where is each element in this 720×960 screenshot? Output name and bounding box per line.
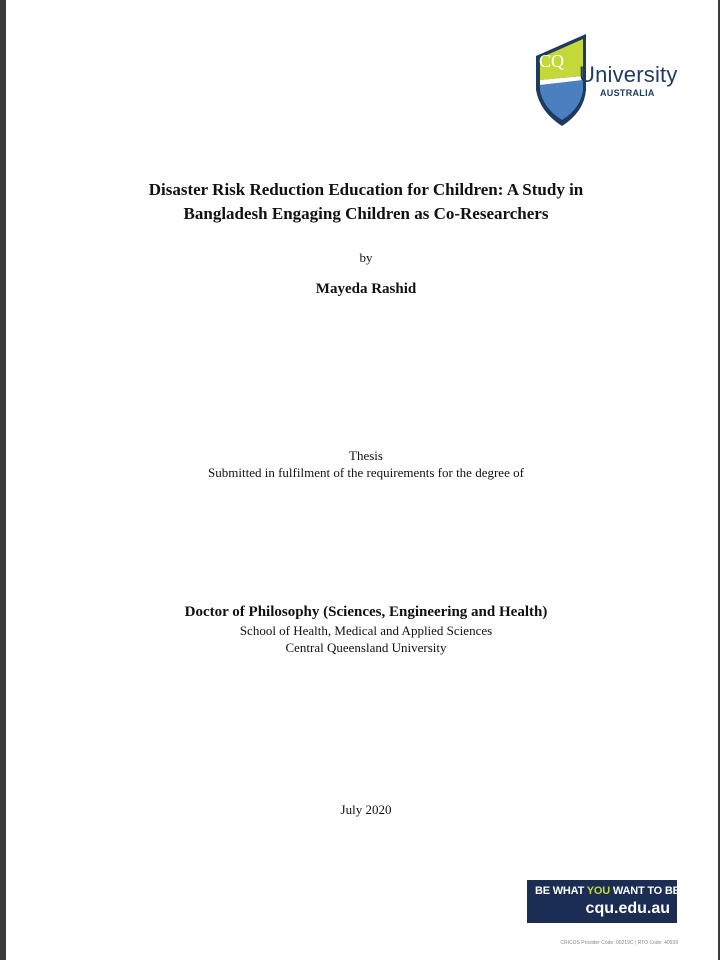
slogan-banner bbox=[527, 880, 680, 923]
slogan-pre: BE WHAT bbox=[535, 885, 587, 897]
degree-name: Doctor of Philosophy (Sciences, Engineering and Health) bbox=[184, 604, 548, 620]
author-name: Mayeda Rashid bbox=[315, 281, 417, 297]
slogan-you: YOU bbox=[586, 885, 611, 897]
thesis-title bbox=[66, 178, 666, 226]
banner-url: cqu.edu.au bbox=[585, 900, 670, 917]
thesis-statement bbox=[66, 447, 666, 481]
title-line-2: Bangladesh Engaging Children as Co-Researchers bbox=[183, 204, 549, 223]
by-label: by bbox=[359, 250, 373, 265]
slogan-post: WANT TO BE bbox=[610, 885, 680, 897]
document-page bbox=[6, 0, 718, 960]
submission-text: Submitted in fulfilment of the requirements for the degree of bbox=[208, 465, 524, 480]
institution-block bbox=[66, 622, 666, 656]
logo-cq-text: CQ bbox=[539, 51, 565, 71]
thesis-label: Thesis bbox=[349, 448, 383, 463]
title-line-1: Disaster Risk Reduction Education for Children: A Study in bbox=[148, 180, 584, 199]
university-name: Central Queensland University bbox=[285, 640, 447, 655]
shield-blue bbox=[540, 80, 583, 120]
school-name: School of Health, Medical and Applied Sciences bbox=[239, 623, 493, 638]
cricos-fineprint: CRICOS Provider Code: 00219C | RTO Code: 40939 bbox=[560, 940, 678, 946]
banner-slogan bbox=[535, 885, 680, 897]
logo-country: AUSTRALIA bbox=[600, 88, 655, 98]
submission-date: July 2020 bbox=[340, 802, 392, 817]
logo-wordmark: University bbox=[579, 62, 678, 87]
